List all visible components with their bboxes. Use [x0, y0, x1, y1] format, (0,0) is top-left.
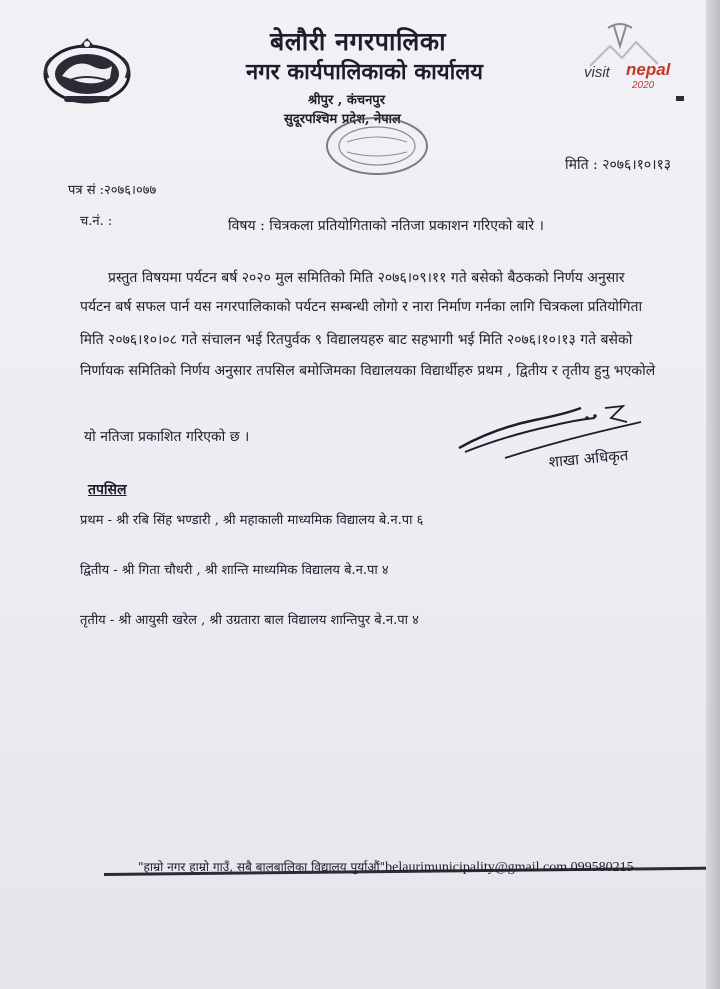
nepal-emblem-icon: [40, 36, 134, 106]
body-line: यो नतिजा प्रकाशित गरिएको छ ।: [84, 429, 250, 445]
year-text: 2020: [632, 80, 655, 91]
body-line: प्रस्तुत विषयमा पर्यटन बर्ष २०२० मुल समितिको मिति २०७६।०९।११ गते बसेको बैठकको निर्णय अनुसार: [108, 270, 625, 286]
tapsil-heading: तपसिल: [88, 482, 127, 498]
winner-second: द्वितीय - श्री गिता चौधरी , श्री शान्ति माध्यमिक विद्यालय बे.न.पा ४: [80, 563, 389, 578]
footer-contact: belaurimunicipality@gmail.com 099580215: [385, 860, 634, 875]
visit-text: visit: [584, 64, 610, 81]
dispatch-number: च.नं. :: [80, 214, 113, 229]
body-line: मिति २०७६।१०।०८ गते संचालन भई रितपुर्वक ९ विद्यालयहरु बाट सहभागी भई मिति २०७६।१०।१३ गते बसेको: [80, 332, 633, 348]
reference-number: पत्र सं :२०७६।०७७: [68, 183, 157, 198]
body-line: पर्यटन बर्ष सफल पार्न यस नगरपालिकाको पर्यटन सम्बन्धी लोगो र नारा निर्माण गर्नका लागि चित्रकला प्रतियोगिता: [80, 299, 643, 315]
letter-date: मिति : २०७६।१०।१३: [565, 157, 672, 173]
address-line-1: श्रीपुर , कंचनपुर: [308, 93, 386, 108]
office-name: नगर कार्यपालिकाको कार्यालय: [246, 59, 483, 85]
org-name: बेलौरी नगरपालिका: [270, 27, 447, 56]
letter-subject: विषय : चित्रकला प्रतियोगिताको नतिजा प्रकाशन गरिएको बारे ।: [228, 218, 544, 234]
nepal-text: nepal: [626, 60, 671, 79]
address-line-2: सुदूरपश्चिम प्रदेश, नेपाल: [284, 112, 401, 127]
body-line: निर्णायक समितिको निर्णय अनुसार तपसिल बमोजिमका विद्यालयका विद्यार्थीहरु प्रथम , द्वितीय र तृतीय हुनु भएकोले: [80, 363, 656, 379]
office-stamp-icon: [322, 112, 432, 180]
footer: [138, 858, 634, 876]
winner-third: तृतीय - श्री आयुसी खरेल , श्री उग्रतारा बाल विद्यालय शान्तिपुर बे.न.पा ४: [80, 613, 419, 628]
page-edge-shadow: [706, 0, 720, 989]
winner-first: प्रथम - श्री रबि सिंह भण्डारी , श्री महाकाली माध्यमिक विद्यालय बे.न.पा ६: [80, 513, 424, 528]
signatory-title: शाखा अधिकृत: [548, 446, 630, 471]
visit-nepal-logo: [580, 16, 690, 111]
footer-slogan: "हाम्रो नगर हाम्रो गाउँ, सबै बालबालिका विद्यालय पुर्याऔं": [138, 860, 386, 874]
